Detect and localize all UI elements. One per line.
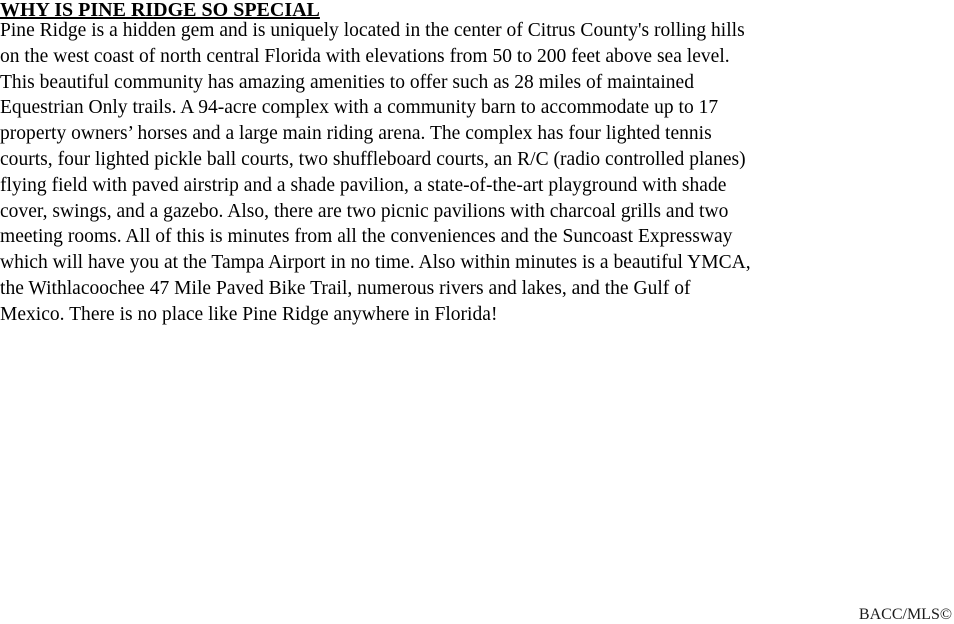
page-title: WHY IS PINE RIDGE SO SPECIAL [0,0,320,21]
footer-credit: BACC/MLS© [858,606,952,623]
body-paragraph: Pine Ridge is a hidden gem and is uniquely located in the center of Citrus County's rolling hills on the west coast of north central Florida with elevations from 50 to 200 feet above sea level. This beautiful community has amazing amenities to offer such as 28 miles of maintained Equestrian Only trails. A 94-acre complex with a community barn to accommodate up to 17 property owners’ horses and a large main riding arena. The complex has four lighted tennis courts, four lighted pickle ball courts, two shuffleboard courts, an R/C (radio controlled planes) flying field with paved airstrip and a shade pavilion, a state-of-the-art playground with shade cover, swings, and a gazebo. Also, there are two picnic pavilions with charcoal grills and two meeting rooms. All of this is minutes from all the conveniences and the Suncoast Expressway which will have you at the Tampa Airport in no time. Also within minutes is a beautiful YMCA, the Withlacoochee 47 Mile Paved Bike Trail, numerous rivers and lakes, and the Gulf of Mexico. There is no place like Pine Ridge anywhere in Florida! [0,20,751,325]
